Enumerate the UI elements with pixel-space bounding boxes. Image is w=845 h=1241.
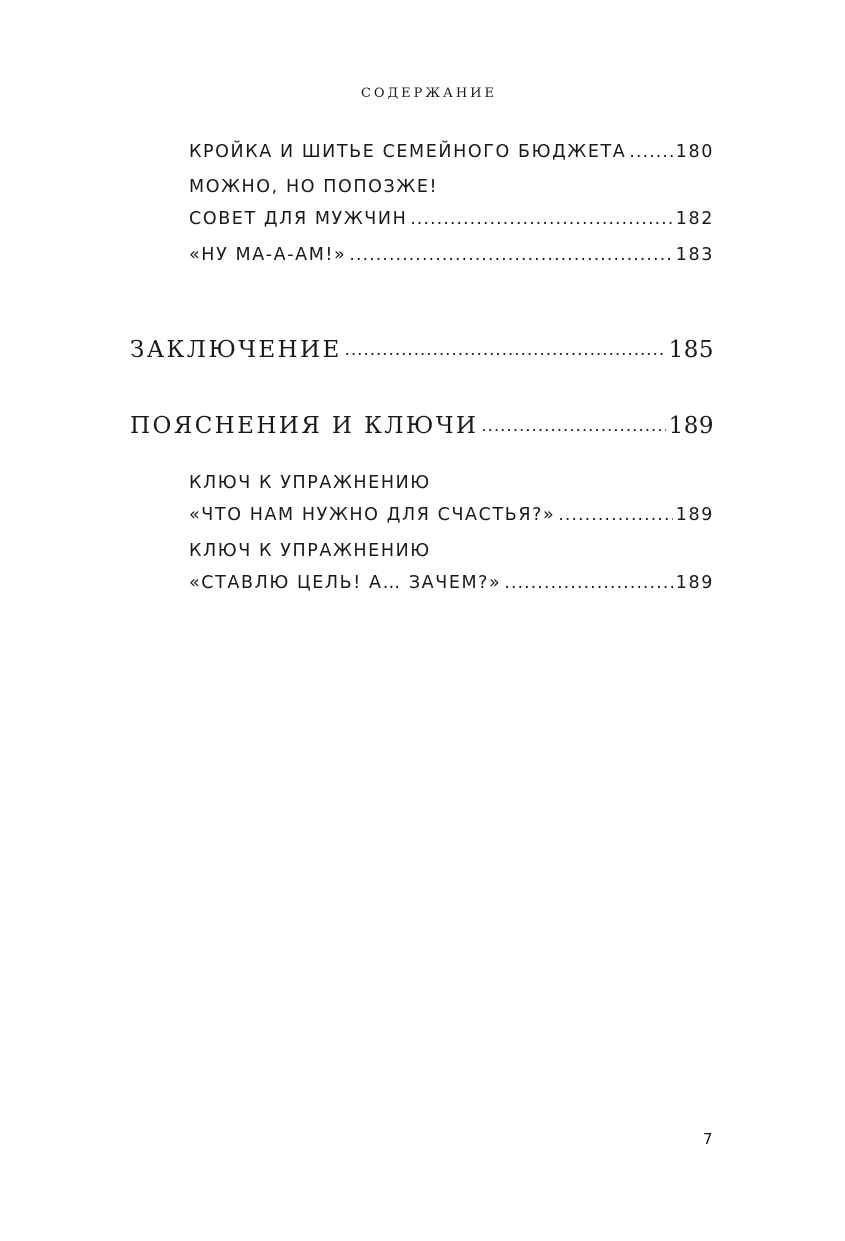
toc-entry-title: «НУ МА-А-АМ!» xyxy=(189,245,347,265)
running-head: СОДЕРЖАНИЕ xyxy=(360,86,498,101)
toc-entry-key-goal[interactable] xyxy=(189,570,714,596)
toc-entry-page: 189 xyxy=(675,573,714,593)
toc-entry-title: КЛЮЧ К УПРАЖНЕНИЮ xyxy=(189,541,431,561)
toc-entry-title: «ЧТО НАМ НУЖНО ДЛЯ СЧАСТЬЯ?» xyxy=(189,505,556,525)
toc-entry-page: 183 xyxy=(675,245,714,265)
toc-entry-key1-line1[interactable] xyxy=(189,470,714,496)
toc-chapter-title: ЗАКЛЮЧЕНИЕ xyxy=(130,337,342,363)
toc-chapter-notes-and-keys[interactable] xyxy=(130,410,714,442)
toc-leader-dots xyxy=(629,139,672,165)
toc-entry-title: МОЖНО, НО ПОПОЗЖЕ! xyxy=(189,177,439,197)
toc-entry-family-budget[interactable] xyxy=(189,139,714,165)
toc-entry-advice-for-men[interactable] xyxy=(189,206,714,232)
toc-entry-page: 189 xyxy=(675,505,714,525)
toc-leader-dots xyxy=(504,570,672,596)
toc-leader-dots xyxy=(345,334,666,366)
toc-chapter-page: 185 xyxy=(668,337,714,363)
toc-chapter-page: 189 xyxy=(668,413,714,439)
toc-entry-nu-maam[interactable] xyxy=(189,242,714,268)
toc-entry-title: КЛЮЧ К УПРАЖНЕНИЮ xyxy=(189,473,431,493)
page-number: 7 xyxy=(703,1130,713,1148)
toc-entry-title: «СТАВЛЮ ЦЕЛЬ! А… ЗАЧЕМ?» xyxy=(189,573,502,593)
toc-chapter-title: ПОЯСНЕНИЯ И КЛЮЧИ xyxy=(130,413,479,439)
toc-chapter-conclusion[interactable] xyxy=(130,334,714,366)
toc-entry-title: КРОЙКА И ШИТЬЕ СЕМЕЙНОГО БЮДЖЕТА xyxy=(189,142,627,162)
toc-entry-key2-line1[interactable] xyxy=(189,538,714,564)
toc-leader-dots xyxy=(410,206,672,232)
toc-entry-title: СОВЕТ ДЛЯ МУЖЧИН xyxy=(189,209,408,229)
toc-entry-page: 180 xyxy=(675,142,714,162)
toc-leader-dots xyxy=(349,242,672,268)
toc-entry-key-happiness[interactable] xyxy=(189,502,714,528)
toc-entry-page: 182 xyxy=(675,209,714,229)
toc-entry-later-line1[interactable] xyxy=(189,174,714,200)
toc-leader-dots xyxy=(558,502,672,528)
toc-leader-dots xyxy=(481,410,665,442)
